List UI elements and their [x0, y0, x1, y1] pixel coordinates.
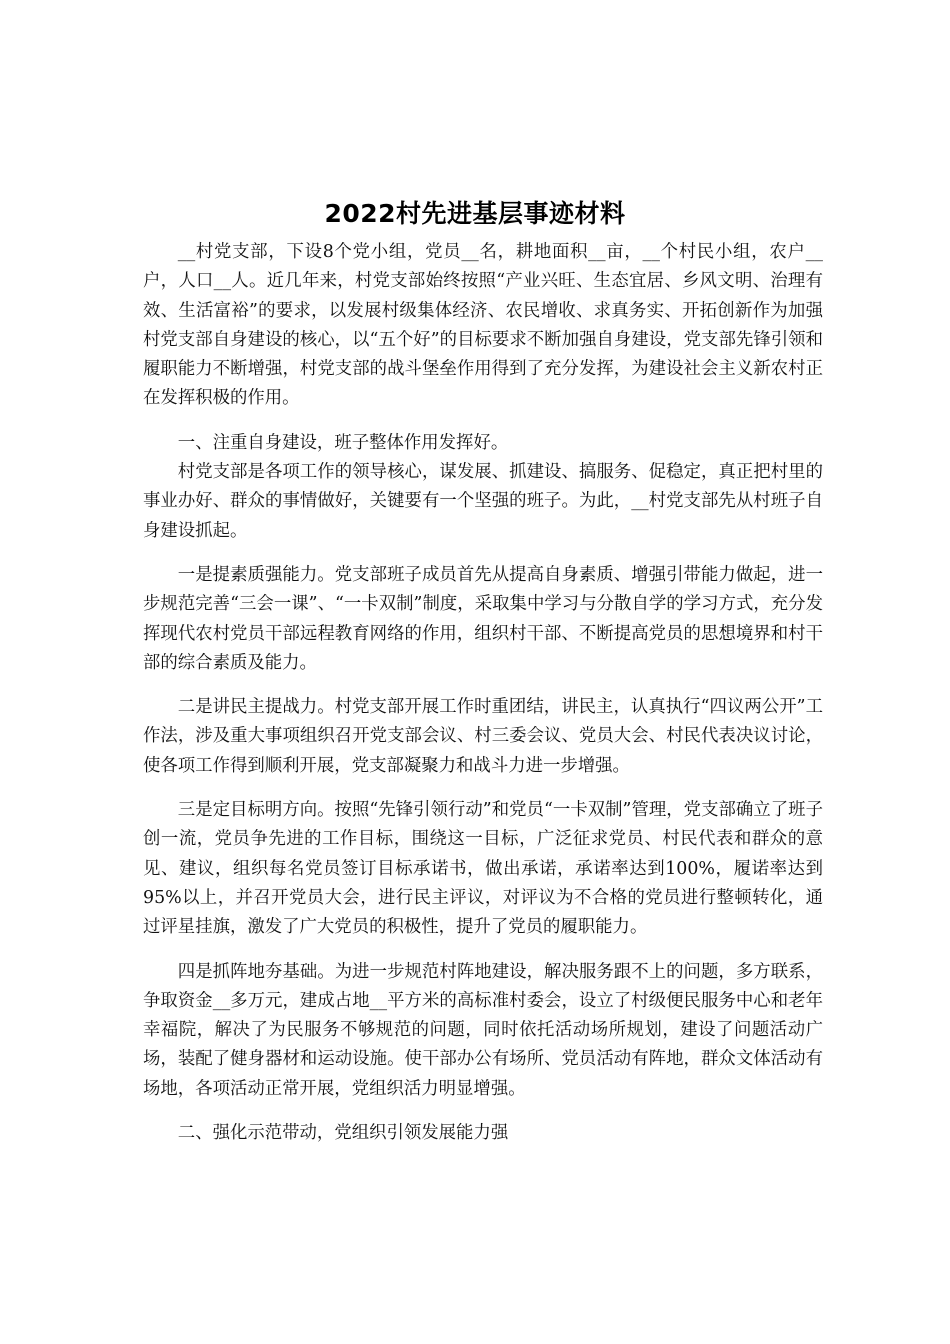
- section-heading-1: 一、注重自身建设，班子整体作用发挥好。: [177, 432, 509, 453]
- paragraph-point-1: 一是提素质强能力。党支部班子成员首先从提高自身素质、增强引带能力做起，进一步规范完善“三会一课”、“一卡双制”制度，采取集中学习与分散自学的学习方式，充分发挥现代农村党员干部远程教育网络的作用，组织村干部、不断提高党员的思想境界和村干部的综合素质及能力。: [143, 564, 823, 673]
- document-title: 2022村先进基层事迹材料: [324, 199, 626, 228]
- section-heading-2: 二、强化示范带动，党组织引领发展能力强: [177, 1123, 509, 1144]
- paragraph-point-3: 三是定目标明方向。按照“先锋引领行动”和党员“一卡双制”管理，党支部确立了班子创一流，党员争先进的工作目标，围绕这一目标，广泛征求党员、村民代表和群众的意见、建议，组织每名党员签订目标承诺书，做出承诺，承诺率达到100%，履诺率达到95%以上，并召开党员大会，进行民主评议，对评议为不合格的党员进行整顿转化，通过评星挂旗，激发了广大党员的积极性，提升了党员的履职能力。: [143, 800, 823, 938]
- document-body: [143, 238, 823, 1148]
- paragraph-point-4: 四是抓阵地夯基础。为进一步规范村阵地建设，解决服务跟不上的问题，多方联系，争取资金__多万元，建成占地__平方米的高标准村委会，设立了村级便民服务中心和老年幸福院，解决了为民服务不够规范的问题，同时依托活动场所规划，建设了问题活动广场，装配了健身器材和运动设施。使干部办公有场所、党员活动有阵地，群众文体活动有场地，各项活动正常开展，党组织活力明显增强。: [143, 961, 823, 1099]
- paragraph-point-2: 二是讲民主提战力。村党支部开展工作时重团结，讲民主，认真执行“四议两公开”工作法，涉及重大事项组织召开党支部会议、村三委会议、党员大会、村民代表决议讨论，使各项工作得到顺利开展，党支部凝聚力和战斗力进一步增强。: [143, 697, 823, 776]
- paragraph-intro: __村党支部，下设8个党小组，党员__名，耕地面积__亩，__个村民小组，农户__户，人口__人。近几年来，村党支部始终按照“产业兴旺、生态宜居、乡风文明、治理有效、生活富裕”的要求，以发展村级集体经济、农民增收、求真务实、开拓创新作为加强村党支部自身建设的核心，以“五个好”的目标要求不断加强自身建设，党支部先锋引领和履职能力不断增强，村党支部的战斗堡垒作用得到了充分发挥，为建设社会主义新农村正在发挥积极的作用。: [143, 242, 823, 409]
- paragraph-section-1-intro: 村党支部是各项工作的领导核心，谋发展、抓建设、搞服务、促稳定，真正把村里的事业办好、群众的事情做好，关键要有一个坚强的班子。为此，__村党支部先从村班子自身建设抓起。: [143, 462, 823, 541]
